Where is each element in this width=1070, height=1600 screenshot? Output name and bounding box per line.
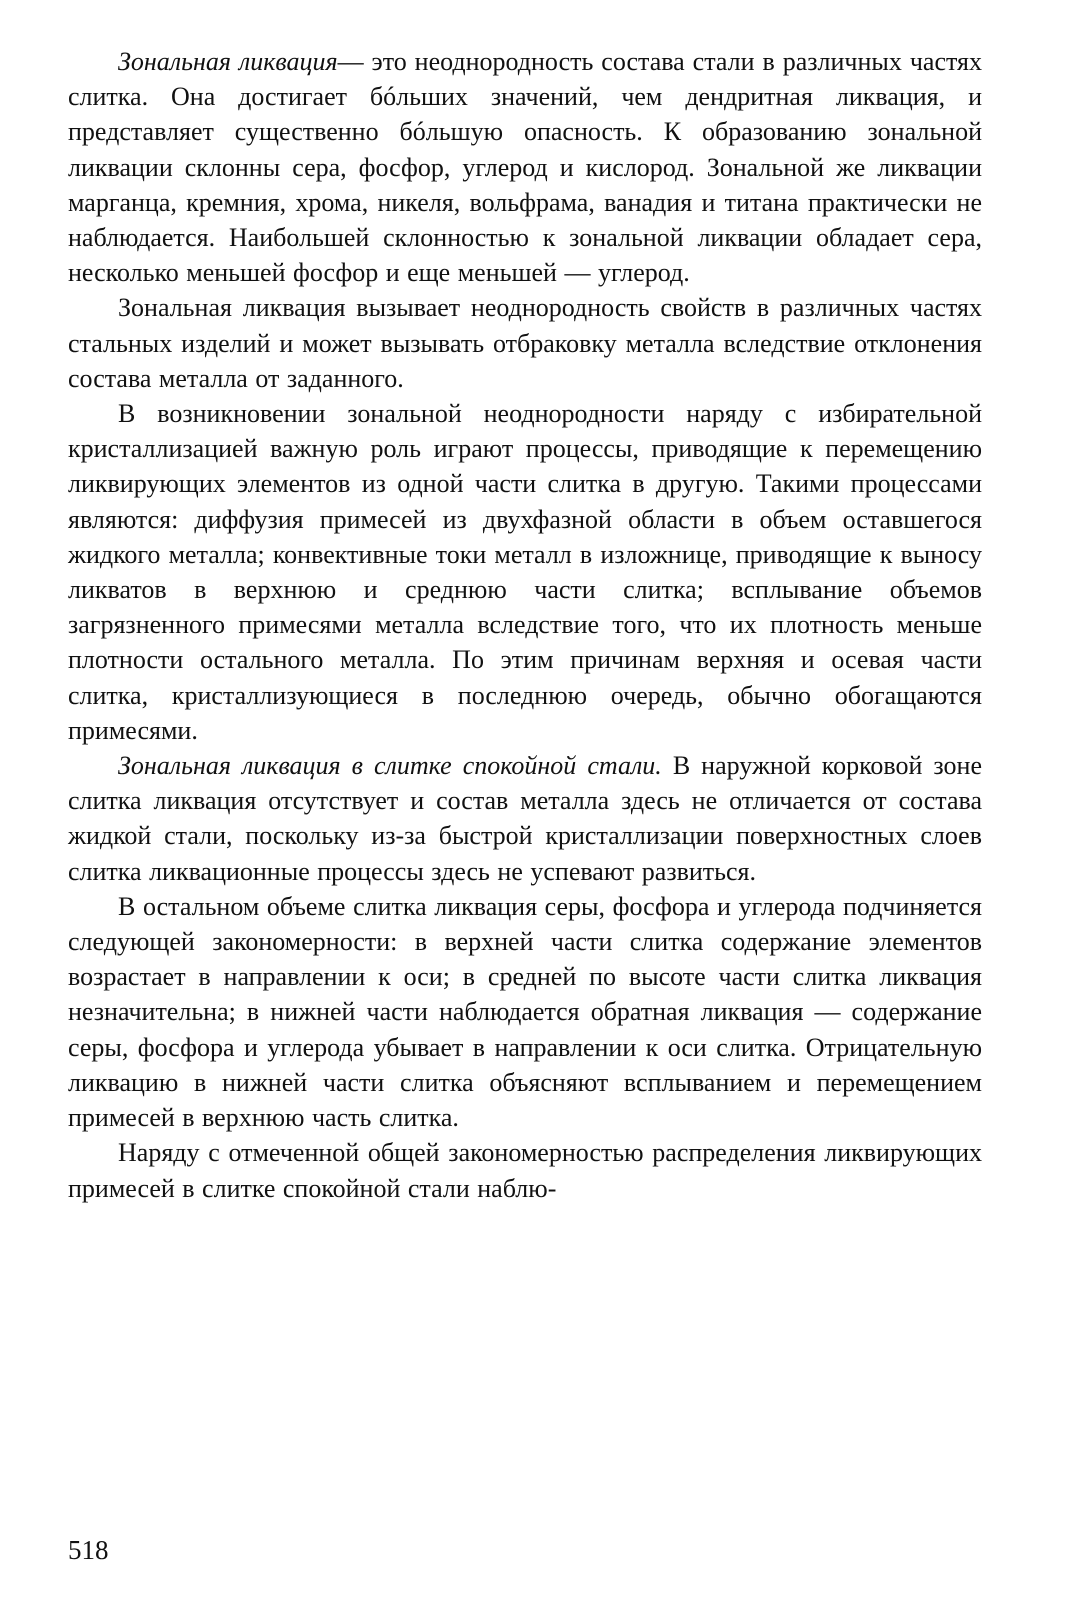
paragraph-5 [68,889,982,1135]
paragraph-5-text: В остальном объеме слитка ликвация серы, фосфора и углерода подчиняется следующей закономерности: в верхней части слитка содержание элементов возрастает в направлении к оси; в средней по высоте части слитка ликвация незначительна; в нижней части наблюдается обратная ликвация — содержание серы, фосфора и углерода убывает в направлении к оси слитка. Отрицательную ликвацию в нижней части слитка объясняют всплыванием и перемещением примесей в верхнюю часть слитка. [68,891,982,1133]
paragraph-1 [68,44,982,290]
paragraph-3-text: В возникновении зональной неоднородности наряду с избирательной кристаллизацией важную роль играют процессы, приводящие к перемещению ликвирующих элементов из одной части слитка в другую. Такими процессами являются: диффузия примесей из двухфазной области в объем оставшегося жидкого металла; конвективные токи металл в изложнице, приводящие к выносу ликватов в верхнюю и среднюю части слитка; всплывание объемов загрязненного примесями металла вследствие того, что их плотность меньше плотности остального металла. По этим причинам верхняя и осевая части слитка, кристаллизующиеся в последнюю очередь, обычно обогащаются примесями. [68,399,982,745]
paragraph-6 [68,1135,982,1205]
page-text-block [68,44,982,1206]
paragraph-2-text: Зональная ликвация вызывает неоднородность свойств в различных частях стальных изделий и может вызывать отбраковку металла вследствие отклонения состава металла от заданного. [68,293,982,393]
paragraph-3 [68,396,982,748]
paragraph-1-lead: Зональная ликвация [118,47,338,76]
paragraph-1-text: — это неоднородность состава стали в различных частях слитка. Она достигает бóльших значений, чем дендритная ликвация, и представляет существенно бóльшую опасность. К образованию зональной ликвации склонны сера, фосфор, углерод и кислород. Зональной же ликвации марганца, кремния, хрома, никеля, вольфрама, ванадия и титана практически не наблюдается. Наибольшей склонностью к зональной ликвации обладает сера, несколько меньшей фосфор и еще меньшей — углерод. [68,47,982,288]
paragraph-4-lead: Зональная ликвация в слитке спокойной стали. [118,751,662,781]
paragraph-6-text: Наряду с отмеченной общей закономерностью распределения ликвирующих примесей в слитке спокойной стали наблю- [68,1138,982,1203]
paragraph-4-text: В наружной корковой зоне слитка ликвация отсутствует и состав металла здесь не отличается от состава жидкой стали, поскольку из-за быстрой кристаллизации поверхностных слоев слитка ликвационные процессы здесь не успевают развиться. [68,751,982,886]
paragraph-4 [68,748,982,889]
page-number: 518 [68,1535,109,1565]
paragraph-2 [68,290,982,396]
